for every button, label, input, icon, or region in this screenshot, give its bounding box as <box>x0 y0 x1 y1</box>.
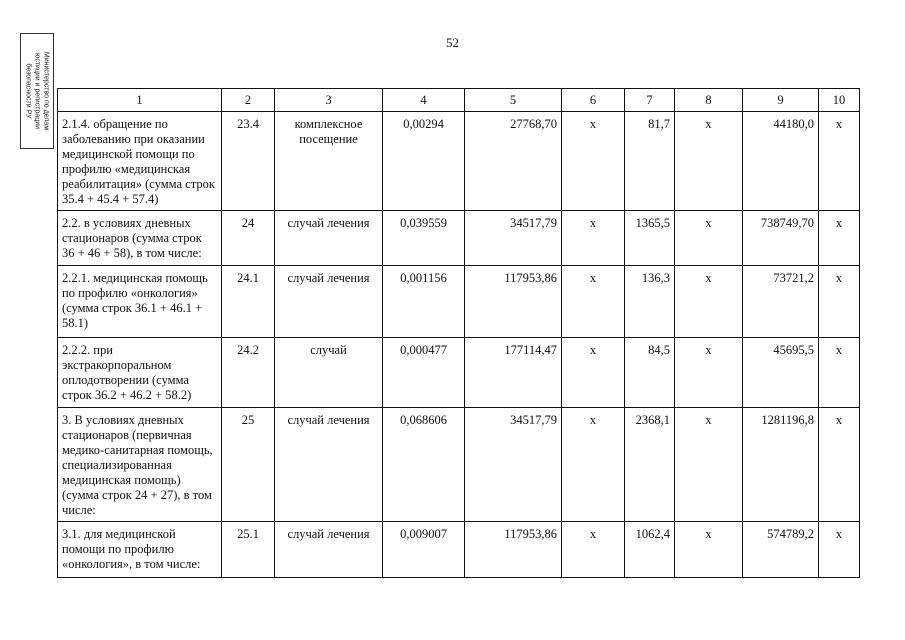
row-norm: 0,009007 <box>383 522 465 578</box>
row-code: 24.2 <box>222 338 275 408</box>
row-col6: х <box>562 522 625 578</box>
header-cell: 2 <box>222 89 275 112</box>
row-col10: х <box>819 211 860 266</box>
row-name: 2.1.4. обращение по заболеванию при оказании медицинской помощи по профилю «медицинская реабилитация» (сумма строк 35.4 + 45.4 + 57.4) <box>58 112 222 211</box>
table-row <box>58 338 860 408</box>
row-norm: 0,039559 <box>383 211 465 266</box>
row-col10: х <box>819 522 860 578</box>
row-col8: х <box>675 522 743 578</box>
row-cost: 27768,70 <box>465 112 562 211</box>
row-cost: 117953,86 <box>465 522 562 578</box>
row-col7: 2368,1 <box>625 408 675 522</box>
row-unit: случай лечения <box>275 408 383 522</box>
row-name: 3.1. для медицинской помощи по профилю «онкология», в том числе: <box>58 522 222 578</box>
header-row <box>58 89 860 112</box>
row-code: 23.4 <box>222 112 275 211</box>
header-cell: 6 <box>562 89 625 112</box>
row-unit: случай лечения <box>275 266 383 338</box>
row-cost: 34517,79 <box>465 408 562 522</box>
row-col8: х <box>675 338 743 408</box>
row-col7: 136,3 <box>625 266 675 338</box>
row-col9: 738749,70 <box>743 211 819 266</box>
row-unit: случай лечения <box>275 211 383 266</box>
row-cost: 34517,79 <box>465 211 562 266</box>
header-cell: 10 <box>819 89 860 112</box>
row-col10: х <box>819 408 860 522</box>
row-cost: 117953,86 <box>465 266 562 338</box>
row-col6: х <box>562 338 625 408</box>
table-row <box>58 211 860 266</box>
row-col9: 44180,0 <box>743 112 819 211</box>
table-row <box>58 266 860 338</box>
row-col10: х <box>819 266 860 338</box>
row-norm: 0,000477 <box>383 338 465 408</box>
table-row <box>58 112 860 211</box>
row-col6: х <box>562 408 625 522</box>
row-col7: 1365,5 <box>625 211 675 266</box>
header-cell: 3 <box>275 89 383 112</box>
stamp-text <box>24 35 51 147</box>
row-col6: х <box>562 211 625 266</box>
row-col9: 574789,2 <box>743 522 819 578</box>
row-name: 2.2.2. при экстракорпоральном оплодотворении (сумма строк 36.2 + 46.2 + 58.2) <box>58 338 222 408</box>
row-col9: 45695,5 <box>743 338 819 408</box>
row-norm: 0,001156 <box>383 266 465 338</box>
table-row <box>58 522 860 578</box>
table-row <box>58 408 860 522</box>
row-unit: комплексное посещение <box>275 112 383 211</box>
row-norm: 0,068606 <box>383 408 465 522</box>
header-cell: 9 <box>743 89 819 112</box>
row-col8: х <box>675 211 743 266</box>
row-code: 25 <box>222 408 275 522</box>
row-name: 2.2.1. медицинская помощь по профилю «онкология» (сумма строк 36.1 + 46.1 + 58.1) <box>58 266 222 338</box>
row-code: 24.1 <box>222 266 275 338</box>
row-norm: 0,00294 <box>383 112 465 211</box>
row-code: 24 <box>222 211 275 266</box>
row-code: 25.1 <box>222 522 275 578</box>
row-name: 3. В условиях дневных стационаров (первичная медико-санитарная помощь, специализированная медицинская помощь) (сумма строк 24 + 27), в том числе: <box>58 408 222 522</box>
row-col8: х <box>675 112 743 211</box>
row-unit: случай лечения <box>275 522 383 578</box>
header-cell: 5 <box>465 89 562 112</box>
header-cell: 4 <box>383 89 465 112</box>
header-cell: 1 <box>58 89 222 112</box>
row-col7: 84,5 <box>625 338 675 408</box>
row-unit: случай <box>275 338 383 408</box>
row-cost: 177114,47 <box>465 338 562 408</box>
stamp-line: безопасности РУ <box>24 63 32 119</box>
data-table <box>57 88 860 578</box>
row-name: 2.2. в условиях дневных стационаров (сумма строк 36 + 46 + 58), в том числе: <box>58 211 222 266</box>
row-col6: х <box>562 112 625 211</box>
stamp-line: юстиции и регистрации <box>33 52 41 130</box>
row-col10: х <box>819 112 860 211</box>
row-col9: 1281196,8 <box>743 408 819 522</box>
row-col10: х <box>819 338 860 408</box>
header-cell: 7 <box>625 89 675 112</box>
row-col8: х <box>675 408 743 522</box>
row-col7: 1062,4 <box>625 522 675 578</box>
stamp-line: Министерство по делам <box>42 51 50 131</box>
row-col7: 81,7 <box>625 112 675 211</box>
row-col8: х <box>675 266 743 338</box>
registration-stamp <box>20 33 54 149</box>
row-col9: 73721,2 <box>743 266 819 338</box>
header-cell: 8 <box>675 89 743 112</box>
row-col6: х <box>562 266 625 338</box>
page-number: 52 <box>446 35 459 50</box>
